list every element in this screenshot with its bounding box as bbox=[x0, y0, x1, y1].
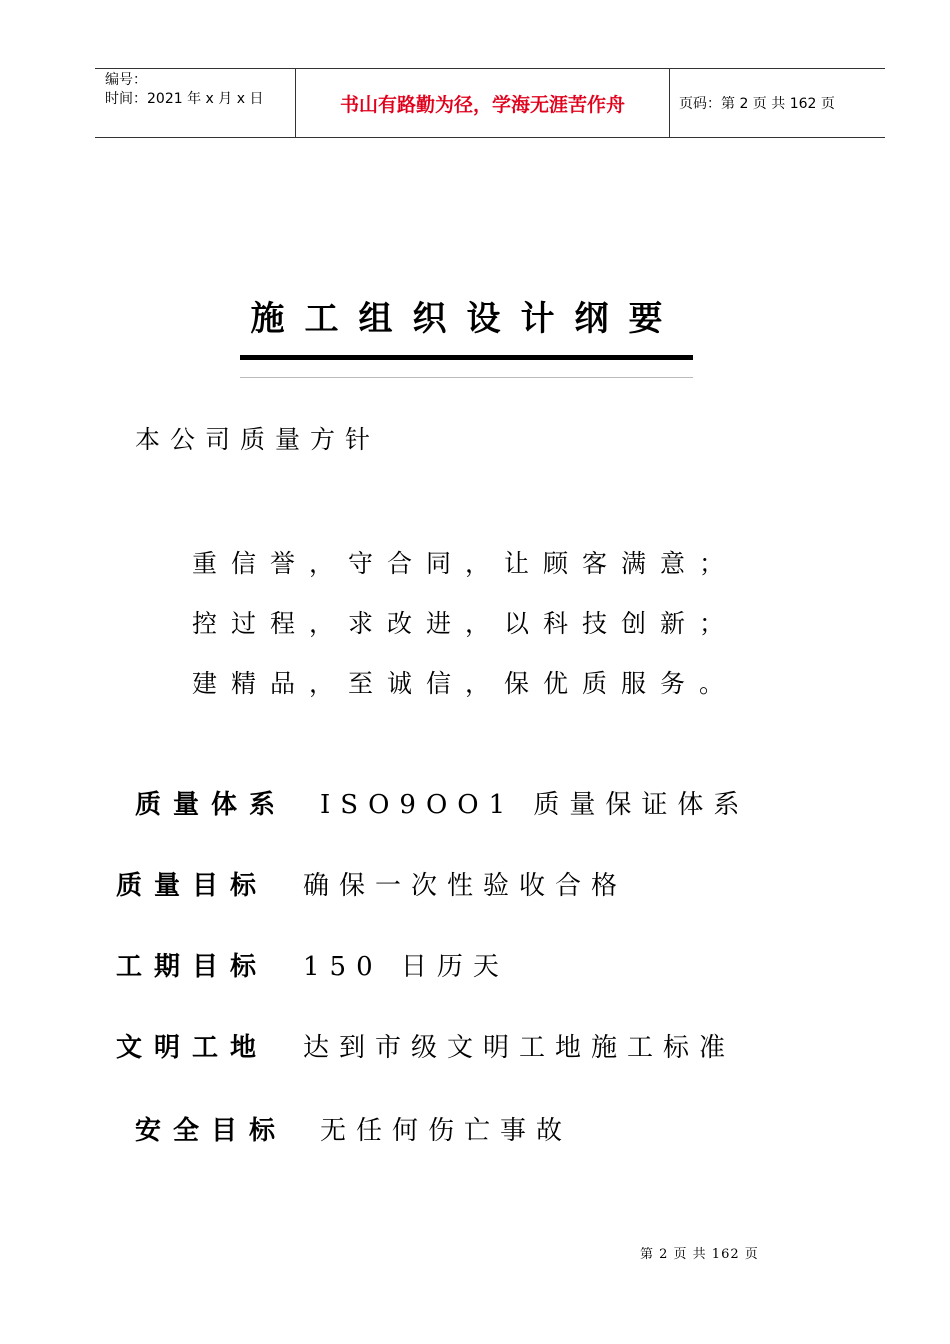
civilized-site-value: 达到市级文明工地施工标准 bbox=[303, 1033, 736, 1063]
page-footer: 第 2 页 共 162 页 bbox=[640, 1247, 759, 1262]
title-rule-thick bbox=[240, 355, 693, 360]
header-motto-cell bbox=[295, 69, 670, 137]
quality-system-value: ISO9OO1 质量保证体系 bbox=[320, 790, 750, 820]
civilized-site-label: 文明工地 bbox=[116, 1033, 269, 1063]
quality-target-value: 确保一次性验收合格 bbox=[303, 871, 628, 901]
document-title: 施工组织设计纲要 bbox=[250, 299, 683, 339]
page-header bbox=[95, 68, 885, 138]
title-rule-thin bbox=[240, 377, 693, 378]
quality-system-label: 质量体系 bbox=[135, 790, 288, 820]
header-page-cell bbox=[669, 69, 885, 137]
quality-target-label: 质量目标 bbox=[116, 871, 269, 901]
schedule-target-label: 工期目标 bbox=[116, 952, 269, 982]
policy-line: 重信誉，守合同，让顾客满意； bbox=[192, 549, 739, 578]
quality-policy-heading: 本公司质量方针 bbox=[135, 425, 381, 454]
motto-text: 书山有路勤为径，学海无涯苦作舟 bbox=[339, 94, 625, 116]
safety-target-label: 安全目标 bbox=[135, 1116, 288, 1146]
schedule-target-value: 150 日历天 bbox=[303, 952, 509, 982]
policy-line: 控过程，求改进，以科技创新； bbox=[192, 609, 739, 638]
page-info: 页码：第 2 页 共 162 页 bbox=[679, 96, 835, 112]
header-meta-cell bbox=[95, 69, 295, 137]
safety-target-value: 无任何伤亡事故 bbox=[320, 1116, 573, 1146]
serial-number-label: 编号： bbox=[105, 72, 147, 88]
policy-line: 建精品，至诚信，保优质服务。 bbox=[192, 669, 739, 698]
date-label: 时间：2021 年 x 月 x 日 bbox=[105, 91, 264, 107]
